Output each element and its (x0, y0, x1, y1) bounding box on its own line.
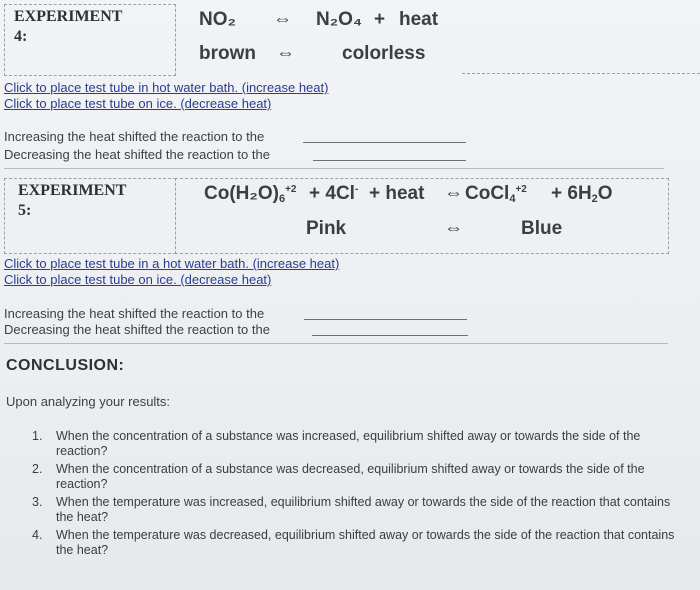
exp5-heat: + heat (369, 183, 425, 204)
list-item: 4. When the temperature was decreased, equilibrium shifted away or towards the side of the reaction that contains the heat? (32, 528, 675, 557)
exp5-chloride: + 4Cl- (309, 183, 359, 204)
exp5-reactant: $Co(H_2O)_6^{+2}$ (204, 183, 297, 205)
exp4-reactant: NO₂ (199, 9, 236, 30)
exp4-ice-link[interactable]: Click to place test tube on ice. (decrease heat) (4, 96, 272, 111)
conclusion-heading: CONCLUSION: (6, 357, 125, 374)
exp4-product: N₂O₄ (316, 9, 362, 30)
experiment-4-number: 4: (14, 28, 28, 45)
exp5-equilibrium-arrow-icon-2: ⇔ (444, 218, 463, 239)
exp4-plus: + (374, 9, 386, 30)
exp5-equilibrium-arrow-icon: ⇔ (444, 183, 463, 204)
exp4-product-color: colorless (342, 43, 426, 64)
exp4-reactant-color: brown (199, 43, 256, 64)
exp5-decrease-heat-prompt: Decreasing the heat shifted the reaction to the (4, 322, 270, 337)
exp5-increase-heat-blank[interactable] (304, 319, 467, 320)
exp4-equilibrium-arrow-icon-2: ⇔ (276, 43, 295, 64)
experiment-5-number: 5: (18, 202, 32, 219)
conclusion-question-list (32, 429, 686, 558)
conclusion-intro: Upon analyzing your results: (6, 394, 171, 409)
exp5-product-color: Blue (521, 218, 563, 239)
exp4-increase-heat-blank[interactable] (303, 142, 466, 143)
exp5-product: CoCl$_4^{+2}$ (465, 183, 527, 205)
exp4-increase-heat-prompt: Increasing the heat shifted the reaction to the (4, 129, 265, 144)
exp4-decrease-heat-blank[interactable] (313, 160, 466, 161)
exp4-hot-water-link[interactable]: Click to place test tube in hot water bath. (increase heat) (4, 80, 329, 95)
experiment-5-title: EXPERIMENT (18, 182, 127, 199)
list-item: 2. When the concentration of a substance was decreased, equilibrium shifted away or towards the side of the reaction? (32, 462, 645, 491)
exp4-equilibrium-arrow-icon: ⇔ (273, 9, 292, 30)
divider (175, 4, 176, 76)
experiment-4-title: EXPERIMENT (14, 8, 123, 25)
list-item: 3. When the temperature was increased, equilibrium shifted away or towards the side of the reaction that contains the heat? (32, 495, 671, 524)
exp5-water: + $6H_2O$ (551, 183, 613, 205)
exp5-hot-water-link[interactable]: Click to place test tube in a hot water bath. (increase heat) (4, 256, 340, 271)
exp4-heat: heat (399, 9, 439, 30)
exp5-increase-heat-prompt: Increasing the heat shifted the reaction to the (4, 306, 265, 321)
exp5-decrease-heat-blank[interactable] (312, 335, 468, 336)
list-item: 1. When the concentration of a substance was increased, equilibrium shifted away or towards the side of the reaction? (32, 429, 641, 458)
exp5-reactant-color: Pink (306, 218, 347, 239)
exp5-ice-link[interactable]: Click to place test tube on ice. (decrease heat) (4, 272, 272, 287)
exp4-decrease-heat-prompt: Decreasing the heat shifted the reaction to the (4, 147, 270, 162)
